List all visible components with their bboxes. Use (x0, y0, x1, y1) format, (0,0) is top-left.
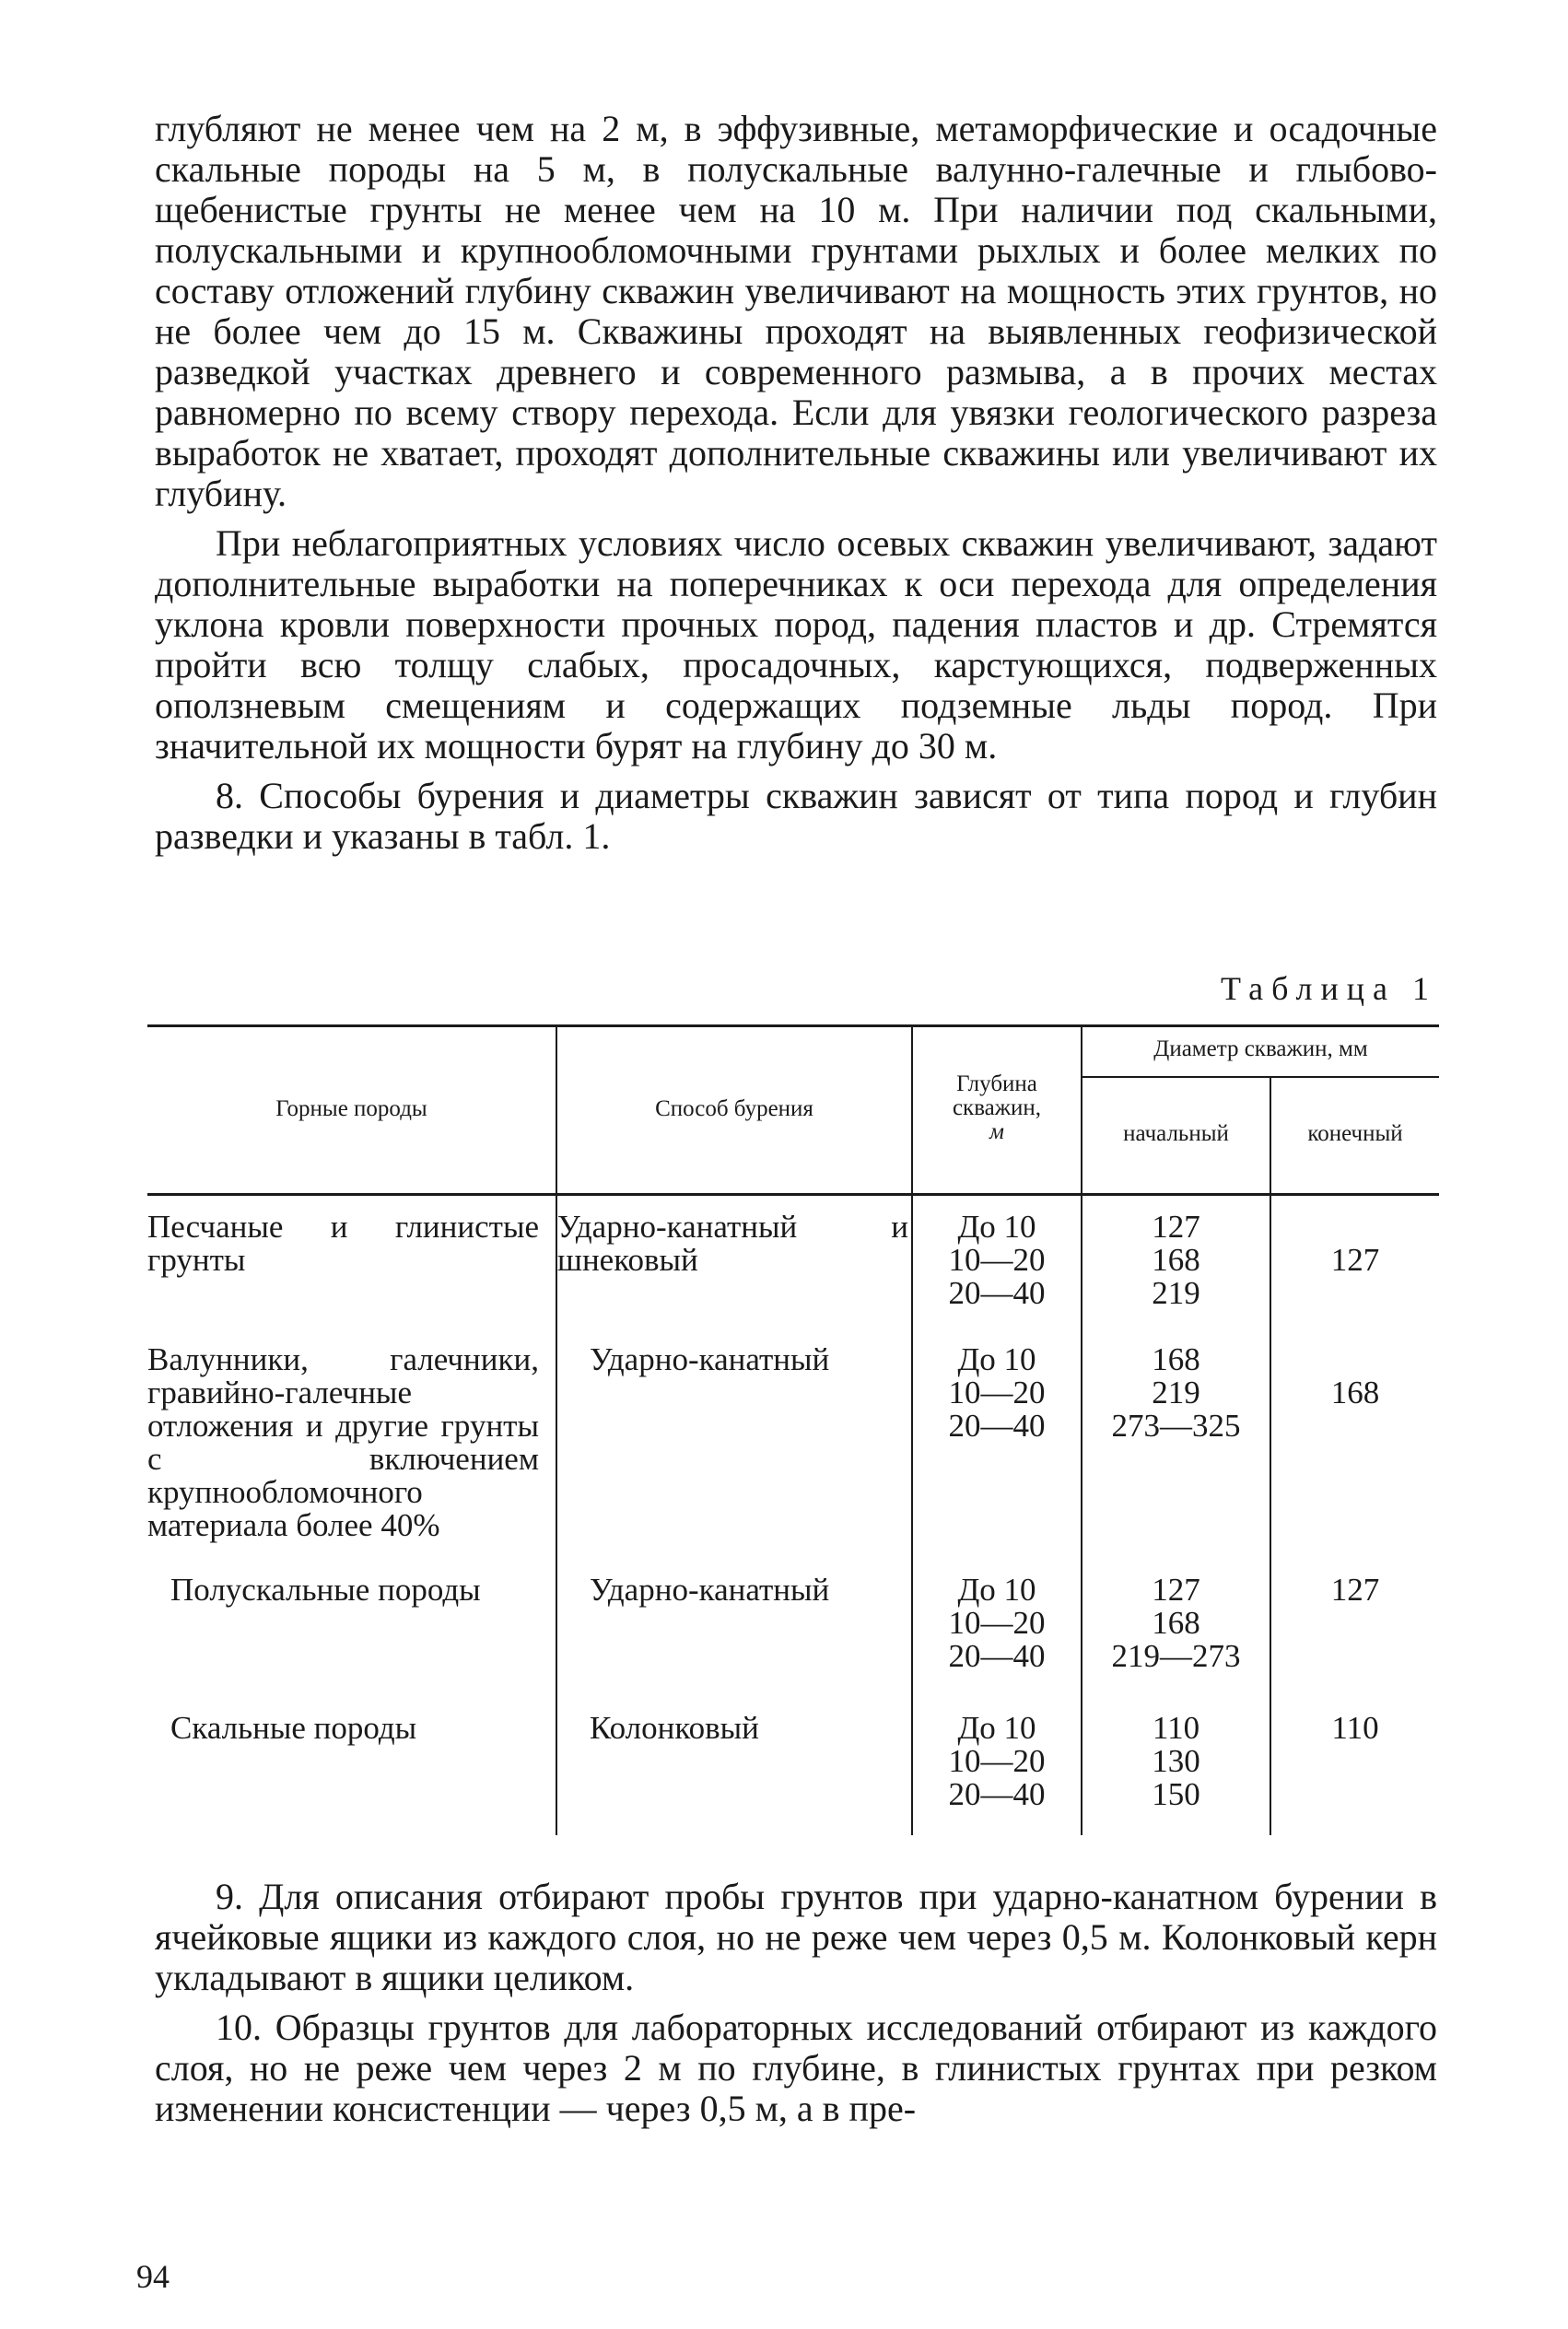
header-final: конечный (1307, 1121, 1403, 1146)
table-row-1-depth-2: 10—20 (948, 1242, 1046, 1278)
table-row-3-depth-1: До 10 (957, 1572, 1036, 1608)
table-row-1-depth-3: 20—40 (948, 1275, 1046, 1311)
table-row-1-initial-3: 219 (1152, 1275, 1200, 1311)
header-depth-2: скважин, (952, 1095, 1042, 1120)
table-row-1-initial-1: 127 (1152, 1209, 1200, 1245)
table-row-3-initial-2: 168 (1152, 1605, 1200, 1641)
table-row-3-rock: Полускальные породы (170, 1572, 481, 1608)
table-row-4-final: 110 (1331, 1710, 1379, 1746)
table-row-3-initial-3: 219—273 (1111, 1638, 1241, 1674)
table-top-rule (147, 1024, 1439, 1027)
table-row-3-final: 127 (1330, 1572, 1380, 1608)
table-row-2-initial-2: 219 (1152, 1375, 1200, 1410)
header-method: Способ бурения (655, 1096, 813, 1121)
table-diameter-rule (1081, 1076, 1439, 1078)
table-row-2-depth-2: 10—20 (948, 1375, 1046, 1410)
table-header-rule (147, 1193, 1439, 1196)
header-depth-1: Глубина (956, 1071, 1037, 1096)
table-row-3-depth-3: 20—40 (948, 1638, 1046, 1674)
paragraph-item-10: 10. Образцы грунтов для лабораторных исследований отбирают из каждого слоя, но не реже чем через 2 м по глубине, в глинистых грунтах при резком изменении консистенции — через 0,5 м, а в пре- (155, 2007, 1437, 2129)
paragraph-continuation: глубляют не менее чем на 2 м, в эффузивные, метаморфические и осадочные скальные породы на 5 м, в полускальные валунно-галечные и глыбово-щебенистые грунты не менее чем на 10 м. При наличии под скальными, полускальными и крупнообломочными грунтами рыхлых и более мелких по составу отложений глубину скважин увеличивают на мощность этих грунтов, но не более чем до 15 м. Скважины проходят на выявленных геофизической разведкой участках древнего и современного размыва, а в прочих местах равномерно по всему створу перехода. Если для увязки геологического разреза выработок не хватает, проходят дополнительные скважины или увеличивают их глубину. (155, 108, 1437, 514)
paragraph-item-8: 8. Способы бурения и диаметры скважин зависят от типа пород и глубин разведки и указаны в табл. 1. (155, 775, 1437, 857)
table-row-1-method: Ударно-канатный и шнековый (557, 1209, 908, 1278)
table-row-2-rock: Валунники, галечники, гравийно-галечные отложения и другие грунты с включением крупнообломочного материала более 40% (147, 1341, 539, 1543)
table-row-4-depth-3: 20—40 (948, 1776, 1046, 1812)
table-row-4-rock: Скальные породы (170, 1710, 417, 1746)
drilling-table (147, 1024, 1439, 1835)
table-row-2-method: Ударно-канатный (590, 1341, 830, 1377)
table-row-1-final: 127 (1330, 1242, 1380, 1278)
table-row-4-initial-2: 130 (1152, 1743, 1200, 1779)
table-row-1-depth-1: До 10 (957, 1209, 1036, 1245)
paragraph-unfavorable-conditions: При неблагоприятных условиях число осевых скважин увеличивают, задают дополнительные выработки на поперечниках к оси перехода для определения уклона кровли поверхности прочных пород, падения пластов и др. Стремятся пройти всю толщу слабых, просадочных, карстующихся, подверженных оползневым смещениям и содержащих подземные льды пород. При значительной их мощности бурят на глубину до 30 м. (155, 522, 1437, 767)
table-row-4-initial-1: 110 (1152, 1710, 1200, 1746)
table-row-2-depth-1: До 10 (957, 1341, 1036, 1377)
table-row-4-initial-3: 150 (1152, 1776, 1200, 1812)
table-row-4-depth-2: 10—20 (948, 1743, 1046, 1779)
header-rock: Горные породы (275, 1096, 427, 1121)
table-row-3-initial-1: 127 (1152, 1572, 1200, 1608)
paragraph-item-9: 9. Для описания отбирают пробы грунтов при ударно-канатном бурении в ячейковые ящики из каждого слоя, но не реже чем через 0,5 м. Колонковый керн укладывают в ящики целиком. (155, 1876, 1437, 1998)
table-row-4-method: Колонковый (590, 1710, 759, 1746)
page-number: 94 (136, 2258, 170, 2295)
table-row-2-initial-3: 273—325 (1111, 1408, 1241, 1444)
table-row-3-depth-2: 10—20 (948, 1605, 1046, 1641)
table-row-2-final: 168 (1330, 1375, 1380, 1410)
table-body-divider-1 (556, 1196, 557, 1835)
table-row-4-depth-1: До 10 (957, 1710, 1036, 1746)
table-row-3-method: Ударно-канатный (590, 1572, 830, 1608)
text-block-top (155, 109, 1437, 857)
table-row-1-initial-2: 168 (1152, 1242, 1200, 1278)
table-row-2-initial-1: 168 (1152, 1341, 1200, 1377)
table-row-1-rock: Песчаные и глинистые грунты (147, 1209, 539, 1278)
header-depth-unit: м (989, 1119, 1004, 1144)
table-row-2-depth-3: 20—40 (948, 1408, 1046, 1444)
table-caption: Таблица 1 (1221, 970, 1437, 1007)
header-initial: начальный (1123, 1121, 1229, 1146)
text-block-bottom (155, 1877, 1437, 2129)
header-diameter: Диаметр скважин, мм (1153, 1036, 1368, 1061)
